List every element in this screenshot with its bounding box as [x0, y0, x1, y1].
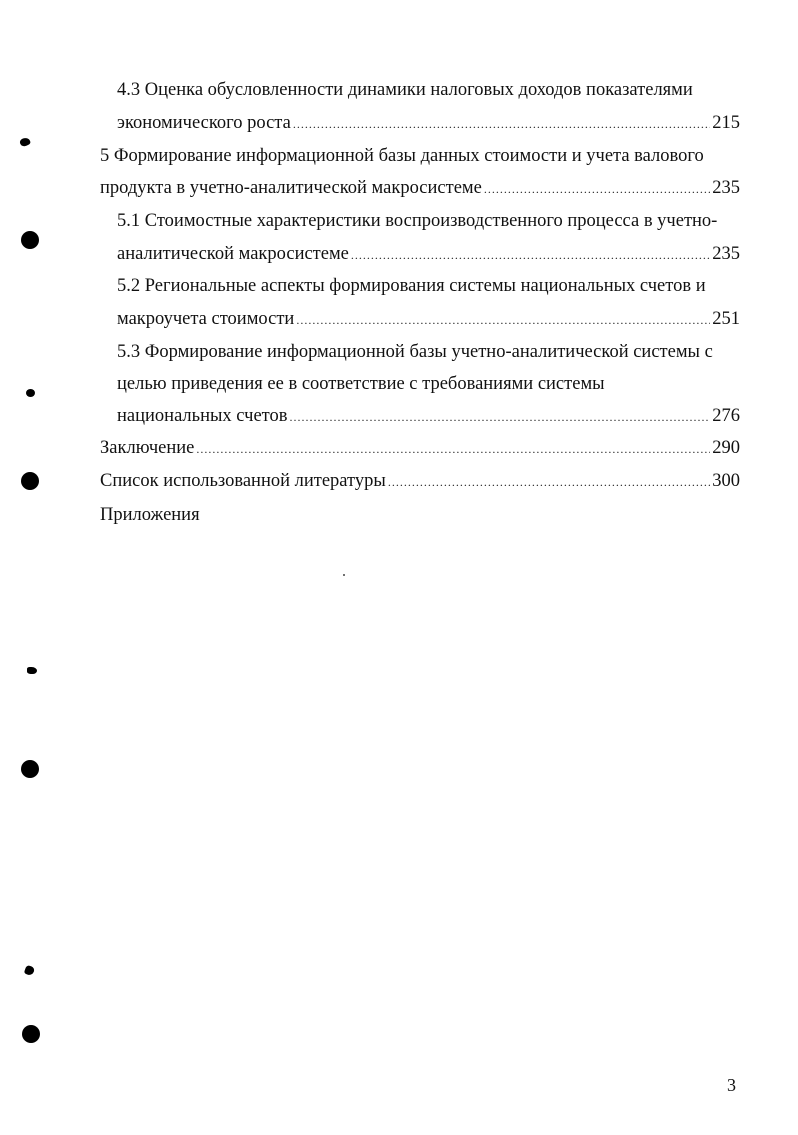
scan-speck: [343, 574, 345, 576]
toc-page-number: 300: [712, 471, 740, 491]
toc-entry-5-1-line-2: аналитической макросистеме ..... 235: [117, 238, 740, 272]
toc-entry-5-3-line-3: национальных счетов ..... 276: [117, 400, 740, 434]
toc-entry-5-line-1: 5 Формирование информационной базы данных стоимости и учета валового: [100, 146, 704, 166]
toc-entry-5-2-line-1: 5.2 Региональные аспекты формирования системы национальных счетов и: [117, 276, 706, 296]
margin-mark: [19, 136, 31, 147]
binder-hole: [21, 760, 39, 778]
binder-hole: [22, 1025, 40, 1043]
toc-page-number: 276: [712, 406, 740, 426]
toc-page-number: 290: [712, 438, 740, 458]
toc-page-number: 235: [712, 244, 740, 264]
toc-entry-conclusion: Заключение ..... 290: [100, 432, 740, 466]
page-number: 3: [727, 1075, 736, 1095]
leader-dots: [351, 239, 710, 272]
toc-page-number: 215: [712, 113, 740, 133]
leader-dots: [296, 304, 710, 337]
binder-hole: [21, 231, 39, 249]
margin-mark: [27, 667, 37, 674]
binder-hole: [21, 472, 39, 490]
margin-mark: [24, 965, 36, 977]
toc-entry-5-3-line-1: 5.3 Формирование информационной базы учетно-аналитической системы с: [117, 342, 713, 362]
leader-dots: [290, 401, 711, 434]
margin-mark: [26, 389, 35, 397]
toc-entry-4-3-line-2: экономического роста ..... 215: [117, 107, 740, 141]
toc-entry-appendices: Приложения: [100, 505, 200, 525]
toc-entry-references: Список использованной литературы ..... 300: [100, 465, 740, 499]
leader-dots: [484, 173, 710, 206]
toc-entry-5-1-line-1: 5.1 Стоимостные характеристики воспроизводственного процесса в учетно-: [117, 211, 718, 231]
toc-page-number: 251: [712, 309, 740, 329]
leader-dots: [196, 433, 710, 466]
leader-dots: [293, 108, 710, 141]
toc-entry-5-line-2: продукта в учетно-аналитической макросистеме ..... 235: [100, 172, 740, 206]
toc-entry-5-3-line-2: целью приведения ее в соответствие с требованиями системы: [117, 374, 605, 394]
toc-page-number: 235: [712, 178, 740, 198]
leader-dots: [388, 466, 710, 499]
toc-entry-4-3-line-1: 4.3 Оценка обусловленности динамики налоговых доходов показателями: [117, 80, 693, 100]
toc-entry-5-2-line-2: макроучета стоимости ..... 251: [117, 303, 740, 337]
